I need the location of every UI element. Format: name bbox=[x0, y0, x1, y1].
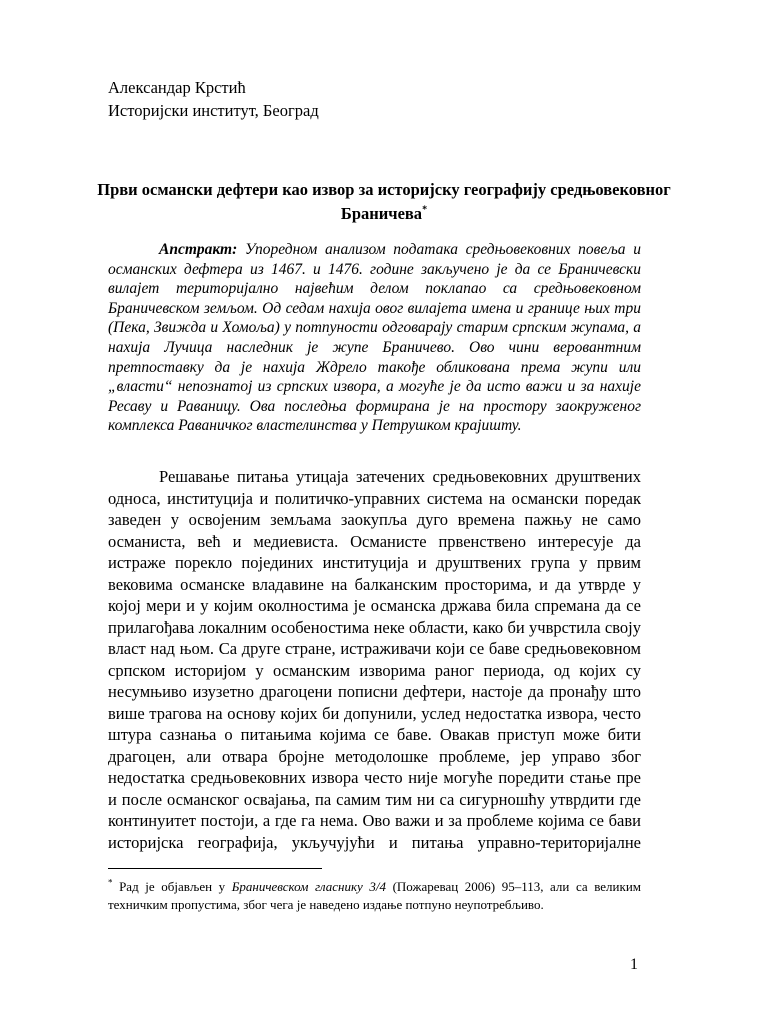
footnote-divider bbox=[108, 868, 322, 869]
author-name: Александар Крстић bbox=[108, 78, 246, 97]
abstract-text: Упоредном анализом података средњовековних повеља и османских дефтера из 1467. и 1476. године закључено је да се Браничевски вилајет територијално највећим делом поклапао са средњовековном Браничевском земљом. Од седам нахија овог вилајета имена и границе њих три (Пека, Звижда и Хомоља) у потпуности одговарају старим српским жупама, а нахија Лучица наследник је жупе Браничево. Ово чини веровантним претпоставку да је нахија Ждрело такође обликована према жупи или „власти“ непознатој из српских извора, а могуће је да исто важи и за нахије Ресаву и Раваницу. Ова последња формирана је на простору заокруженог комплекса Раваничког властелинства у Петрушком крајишту. bbox=[108, 241, 642, 435]
title-footnote-marker: * bbox=[422, 204, 428, 216]
footnote-marker: * bbox=[108, 877, 113, 888]
abstract-label: Апстракт: bbox=[159, 241, 238, 258]
abstract bbox=[108, 240, 641, 436]
author-block bbox=[108, 76, 319, 122]
footnote-text-after: (Пожаревац 2006) 95–113, али са великим техничким пропустима, због чега је наведено издање потпуно неупотребљиво. bbox=[108, 879, 642, 912]
page-number: 1 bbox=[630, 956, 638, 973]
author-affiliation: Историјски институт, Београд bbox=[108, 101, 319, 120]
paper-title bbox=[80, 178, 688, 226]
paper-title-text: Први османски дефтери као извор за историјску географију средњовековног Браничева bbox=[97, 180, 671, 223]
body-paragraph: Решавање питања утицаја затечених средњовековних друштвених односа, институција и политичко-управних система на османски поредак заведен у освојеним земљама заокупља дуго времена пажњу не само османиста, већ и медиевиста. Османисте првенствено интересује да истраже порекло појединих институција и друштвених група у првим вековима османске владавине на балканским просторима, и да утврде у којој мери и у којим околностима је османска држава била спремана да се прилагођава локалним особеностима неке области, како би учврстила своју власт над њом. Са друге стране, истраживачи који се баве средњовековном српском историјом у османским изворима раног периода, од којих су несумњиво изузетно драгоцени пописни дефтери, настоје да пронађу што више трагова на основу којих би допунили, услед недостатка извора, често штура сазнања о питањима којима се баве. Овакав приступ може бити драгоцен, али отвара бројне методолошке проблеме, јер управо због недостатка средњовековних извора често није могуће поредити стање пре и после османског освајања, па самим тим ни са сигурношћу утврдити где континуитет постоји, а где га нема. Ово важи и за проблеме којима се бави историјска географија, укључујући и питања управно-територијалне bbox=[108, 467, 641, 852]
footnote-journal: Браничевском гласнику 3/4 bbox=[231, 879, 387, 894]
footnote-text-before: Рад је објављен у bbox=[112, 879, 232, 894]
footnote bbox=[108, 878, 641, 914]
